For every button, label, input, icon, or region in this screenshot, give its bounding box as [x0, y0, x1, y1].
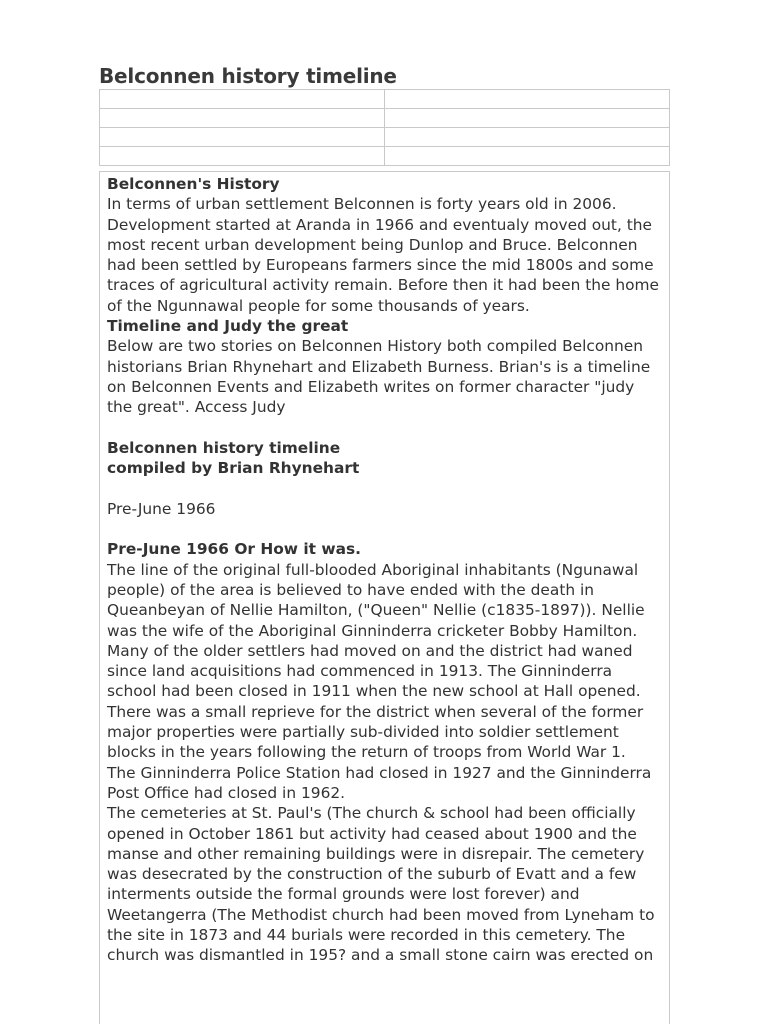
table-cell [100, 147, 385, 166]
pre-june-label: Pre-June 1966 [107, 499, 216, 518]
paragraph-aboriginal: The line of the original full-blooded Aboriginal inhabitants (Ngunawal people) of the area is believed to have ended with the death in Queanbeyan of Nellie Hamilton, ("Queen" Nellie (c1835-1897)). Nellie was the wife of the Aboriginal Ginninderra cricketer Bobby Hamilton. Many of the older settlers had moved on and the district had waned since land acquisitions had commenced in 1913. The Ginninderra school had been closed in 1911 when the new school at Hall opened. [107, 560, 645, 701]
spacer [107, 519, 663, 539]
table-cell [100, 128, 385, 147]
table-row [100, 90, 670, 109]
bottom-blank [100, 968, 669, 1024]
judy-heading: Timeline and Judy the great [107, 317, 349, 336]
judy-paragraph: Below are two stories on Belconnen History both compiled Belconnen historians Brian Rhynehart and Elizabeth Burness. Brian's is a timeline on Belconnen Events and Elizabeth writes on former character "judy the great". Access Judy [107, 337, 651, 417]
timeline-heading: Belconnen history timeline [107, 438, 341, 457]
table-row [100, 147, 670, 166]
content-box [99, 171, 670, 1024]
pre-june-heading: Pre-June 1966 Or How it was. [107, 540, 361, 559]
paragraph-police-station: The Ginninderra Police Station had closed in 1927 and the Ginninderra Post Office had closed in 1962. [107, 763, 652, 802]
table-cell [385, 109, 670, 128]
table-row [100, 109, 670, 128]
paragraph-cemeteries: The cemeteries at St. Paul's (The church & school had been officially opened in October 1861 but activity had ceased about 1900 and the manse and other remaining buildings were in disrepair. The cemetery was desecrated by the construction of the suburb of Evatt and a few interments outside the formal grounds were lost forever) and Weetangerra (The Methodist church had been moved from Lyneham to the site in 1873 and 44 burials were recorded in this cemetery. The church was dismantled in 195? and a small stone cairn was erected on [107, 804, 655, 965]
content-body [100, 172, 669, 966]
page-title: Belconnen history timeline [99, 64, 397, 88]
spacer [107, 418, 663, 438]
empty-header-table [99, 89, 670, 166]
spacer [107, 478, 663, 498]
table-cell [385, 90, 670, 109]
table-cell [385, 128, 670, 147]
table-cell [385, 147, 670, 166]
history-paragraph: In terms of urban settlement Belconnen is forty years old in 2006. Development started at Aranda in 1966 and eventualy moved out, the most recent urban development being Dunlop and Bruce. Belconnen had been settled by Europeans farmers since the mid 1800s and some traces of agricultural activity remain. Before then it had been the home of the Ngunnawal people for some thousands of years. [107, 195, 659, 315]
paragraph-reprieve: There was a small reprieve for the district when several of the former major properties were partially sub-divided into soldier settlement blocks in the years following the return of troops from World War 1. [107, 702, 644, 762]
table-row [100, 128, 670, 147]
table-cell [100, 90, 385, 109]
timeline-byline: compiled by Brian Rhynehart [107, 459, 360, 478]
history-heading: Belconnen's History [107, 175, 280, 193]
table-cell [100, 109, 385, 128]
